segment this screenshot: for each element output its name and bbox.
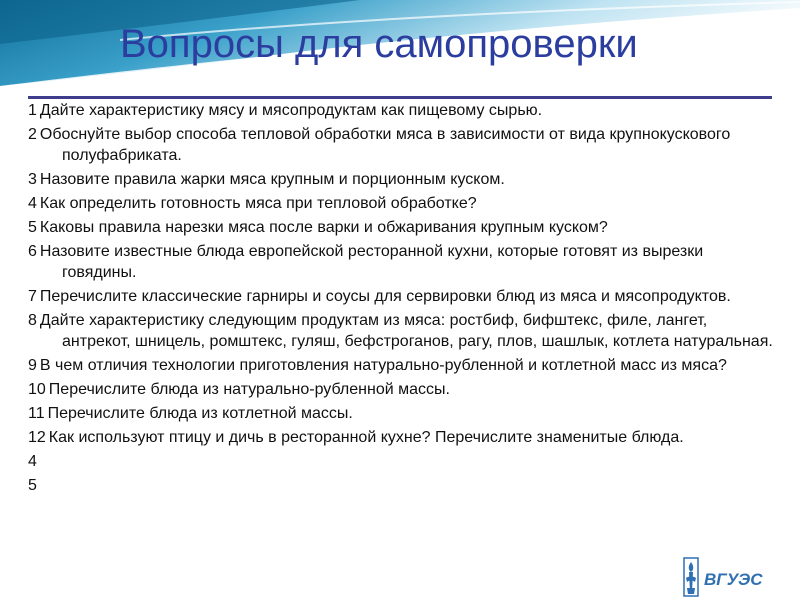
question-item (28, 169, 778, 190)
question-number: 2 (28, 126, 37, 143)
question-number: 6 (28, 243, 37, 260)
question-number: 5 (28, 219, 37, 236)
question-text: Как определить готовность мяса при тепловой обработке? (39, 195, 477, 212)
questions-list (28, 100, 778, 499)
question-number: 3 (28, 171, 37, 188)
logo-text: ВГУЭС (704, 570, 763, 589)
question-item (28, 124, 778, 166)
question-text: Назовите известные блюда европейской ресторанной кухни, которые готовят из вырезки говядины. (39, 243, 704, 281)
slide-title: Вопросы для самопроверки (120, 22, 638, 66)
question-number: 10 (28, 381, 46, 398)
question-text: Дайте характеристику мясу и мясопродуктам как пищевому сырью. (39, 102, 543, 119)
question-number: 12 (28, 429, 46, 446)
question-text: Дайте характеристику следующим продуктам из мяса: ростбиф, бифштекс, филе, лангет, антрекот, шницель, ромштекс, гуляш, бефстроганов, рагу, плов, шашлык, котлета натуральная. (39, 312, 773, 350)
question-text: Перечислите классические гарниры и соусы для сервировки блюд из мяса и мясопродуктов. (39, 288, 731, 305)
question-number: 8 (28, 312, 37, 329)
question-text: Обоснуйте выбор способа тепловой обработки мяса в зависимости от вида крупнокускового полуфабриката. (39, 126, 731, 164)
question-item (28, 451, 778, 472)
question-number: 7 (28, 288, 37, 305)
question-text: Каковы правила нарезки мяса после варки и обжаривания крупным куском? (39, 219, 608, 236)
question-item (28, 427, 778, 448)
question-text: Назовите правила жарки мяса крупным и порционным куском. (39, 171, 505, 188)
question-text: Перечислите блюда из котлетной массы. (47, 405, 353, 422)
question-text: В чем отличия технологии приготовления натурально-рубленной и котлетной масс из мяса? (39, 357, 727, 374)
question-item (28, 355, 778, 376)
question-item (28, 475, 778, 496)
question-item (28, 193, 778, 214)
torch-emblem-icon (684, 558, 698, 596)
university-logo (676, 554, 780, 600)
title-underline (28, 96, 772, 99)
question-item (28, 241, 778, 283)
question-item (28, 100, 778, 121)
question-number: 11 (28, 405, 45, 422)
question-text: Как используют птицу и дичь в ресторанной кухне? Перечислите знаменитые блюда. (48, 429, 684, 446)
question-item (28, 286, 778, 307)
question-item (28, 379, 778, 400)
question-text: Перечислите блюда из натурально-рубленной массы. (48, 381, 450, 398)
question-number: 5 (28, 477, 37, 494)
question-item (28, 310, 778, 352)
question-number: 9 (28, 357, 37, 374)
question-number: 4 (28, 453, 37, 470)
question-number: 4 (28, 195, 37, 212)
question-item (28, 217, 778, 238)
question-number: 1 (28, 102, 37, 119)
question-item (28, 403, 778, 424)
